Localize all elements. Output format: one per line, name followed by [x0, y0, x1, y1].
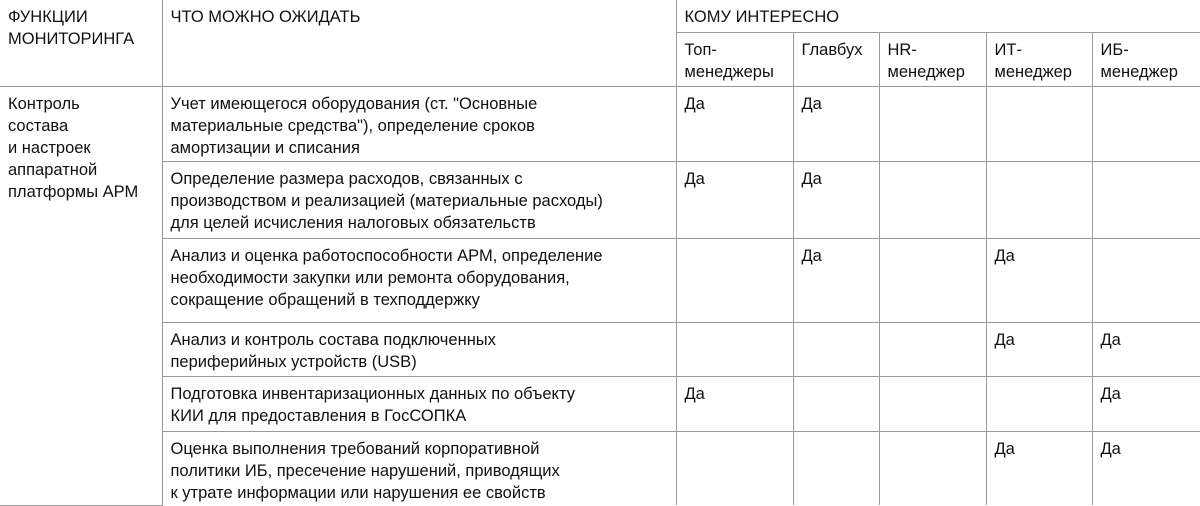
mark-cell — [879, 238, 986, 322]
role-header-hr-manager: HR- менеджер — [879, 32, 986, 86]
table-row — [0, 431, 1200, 505]
mark-cell: Да — [1092, 322, 1200, 376]
header-row-top — [0, 0, 1200, 32]
mark-cell — [1092, 161, 1200, 238]
expect-cell: Анализ и контроль состава подключенных периферийных устройств (USB) — [162, 322, 676, 376]
expect-cell: Учет имеющегося оборудования (ст. "Основные материальные средства"), определение сроков амортизации и списания — [162, 86, 676, 161]
mark-cell — [793, 431, 879, 505]
mark-cell — [879, 161, 986, 238]
mark-cell — [879, 86, 986, 161]
header-functions: ФУНКЦИИ МОНИТОРИНГА — [0, 0, 162, 86]
expect-cell: Подготовка инвентаризационных данных по объекту КИИ для предоставления в ГосСОПКА — [162, 376, 676, 431]
table-row — [0, 86, 1200, 161]
mark-cell: Да — [1092, 376, 1200, 431]
mark-cell — [986, 376, 1092, 431]
mark-cell — [793, 376, 879, 431]
role-header-security-manager: ИБ- менеджер — [1092, 32, 1200, 86]
mark-cell — [793, 322, 879, 376]
header-expect: ЧТО МОЖНО ОЖИДАТЬ — [162, 0, 676, 86]
mark-cell — [1092, 238, 1200, 322]
mark-cell: Да — [676, 376, 793, 431]
mark-cell: Да — [986, 431, 1092, 505]
mark-cell — [676, 238, 793, 322]
table-row — [0, 161, 1200, 238]
role-header-chief-accountant: Главбух — [793, 32, 879, 86]
mark-cell: Да — [676, 86, 793, 161]
mark-cell: Да — [793, 161, 879, 238]
expect-cell: Анализ и оценка работоспособности АРМ, определение необходимости закупки или ремонта оборудования, сокращение обращений в техподдержку — [162, 238, 676, 322]
table-row — [0, 376, 1200, 431]
mark-cell — [879, 431, 986, 505]
mark-cell: Да — [793, 86, 879, 161]
mark-cell — [986, 161, 1092, 238]
role-header-it-manager: ИТ- менеджер — [986, 32, 1092, 86]
role-header-top-managers: Топ- менеджеры — [676, 32, 793, 86]
mark-cell — [676, 431, 793, 505]
table-row — [0, 322, 1200, 376]
mark-cell — [879, 376, 986, 431]
expect-cell: Определение размера расходов, связанных с производством и реализацией (материальные расходы) для целей исчисления налоговых обязательств — [162, 161, 676, 238]
mark-cell: Да — [676, 161, 793, 238]
mark-cell: Да — [986, 238, 1092, 322]
mark-cell — [879, 322, 986, 376]
table-row — [0, 238, 1200, 322]
mark-cell: Да — [793, 238, 879, 322]
function-label: Контроль состава и настроек аппаратной платформы АРМ — [0, 86, 162, 505]
mark-cell — [676, 322, 793, 376]
expect-cell: Оценка выполнения требований корпоративной политики ИБ, пресечение нарушений, приводящих к утрате информации или нарушения ее свойств — [162, 431, 676, 505]
header-interested: КОМУ ИНТЕРЕСНО — [676, 0, 1200, 32]
mark-cell: Да — [1092, 431, 1200, 505]
mark-cell: Да — [986, 322, 1092, 376]
mark-cell — [1092, 86, 1200, 161]
mark-cell — [986, 86, 1092, 161]
